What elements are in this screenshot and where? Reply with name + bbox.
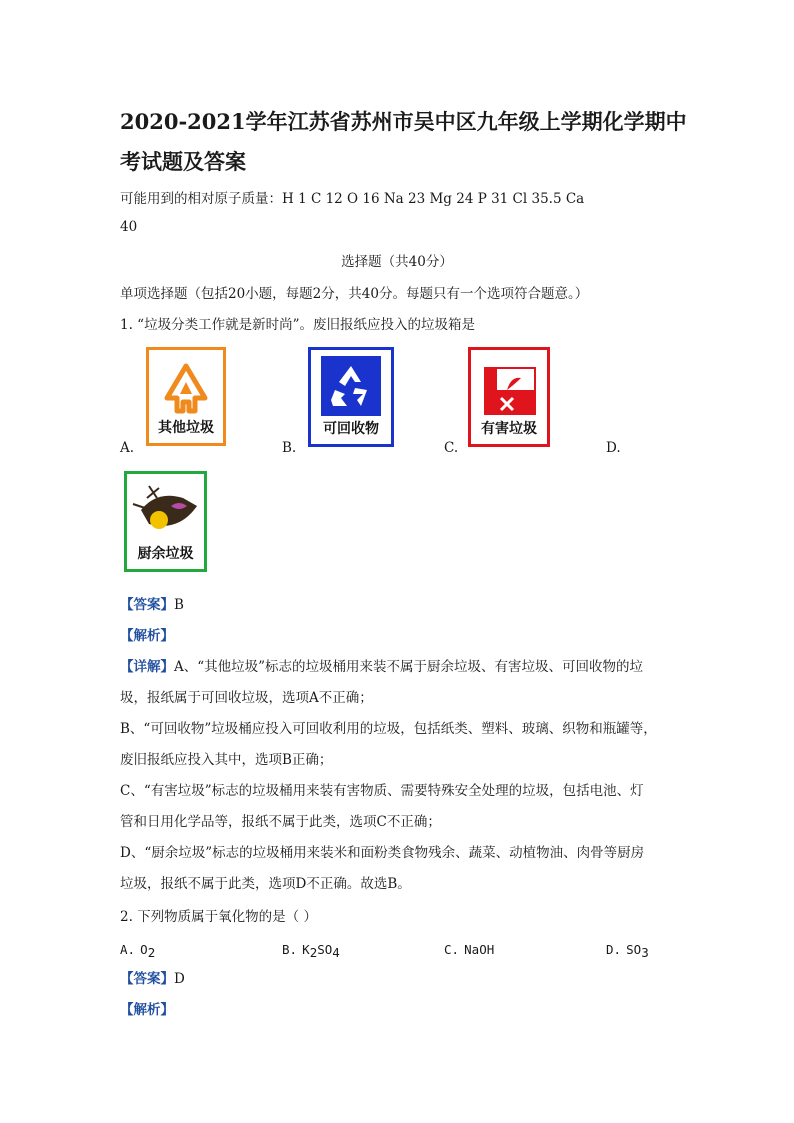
q1-analysis-label: 【解析】 xyxy=(120,628,174,644)
q1-detail-line-4: 废旧报纸应投入其中，选项B正确； xyxy=(120,752,333,768)
atomic-mass-line-2: 40 xyxy=(120,219,138,235)
bin-other-waste xyxy=(146,347,226,446)
q1-detail-line-3: B、“可回收物”垃圾桶应投入可回收利用的垃圾，包括纸类、塑料、玻璃、织物和瓶罐等， xyxy=(120,721,657,737)
q2-analysis-label: 【解析】 xyxy=(120,1002,174,1018)
q2-stem: 2. 下列物质属于氧化物的是（ ） xyxy=(120,909,317,925)
bin-caption-c: 有害垃圾 xyxy=(481,421,537,437)
q1-detail-line-5: C、“有害垃圾”标志的垃圾桶用来装有害物质、需要特殊安全处理的垃圾，包括电池、灯 xyxy=(120,783,644,799)
atomic-mass-line-1: 可能用到的相对原子质量：H 1 C 12 O 16 Na 23 Mg 24 P 31 Cl 35.5 Ca xyxy=(120,191,585,207)
bin-kitchen-waste xyxy=(124,471,207,572)
q2-answer-label: 【答案】 xyxy=(120,971,174,987)
q1-detail-line-6: 管和日用化学品等，报纸不属于此类，选项C不正确； xyxy=(120,814,441,830)
section-description: 单项选择题（包括20小题，每题2分，共40分。每题只有一个选项符合题意。） xyxy=(120,286,589,302)
bin-caption-b: 可回收物 xyxy=(323,421,379,437)
q1-option-c-letter: C. xyxy=(444,440,459,456)
q1-detail-line-8: 垃圾，报纸不属于此类，选项D不正确。故选B。 xyxy=(120,876,411,892)
bin-caption-a: 其他垃圾 xyxy=(158,420,214,436)
q1-detail-line-2: 圾，报纸属于可回收垃圾，选项A不正确； xyxy=(120,690,373,706)
q2-option-b: B. $K_2SO_4$ xyxy=(282,942,340,960)
kitchen-waste-icon xyxy=(127,476,204,546)
other-waste-icon xyxy=(149,356,223,421)
bin-caption-d: 厨余垃圾 xyxy=(137,546,194,562)
hazardous-icon xyxy=(471,354,547,422)
q1-option-d-letter: D. xyxy=(606,440,621,456)
q2-answer xyxy=(120,967,185,987)
bin-recyclable xyxy=(308,347,394,447)
q1-detail-line-1: 【详解】A、“其他垃圾”标志的垃圾桶用来装不属于厨余垃圾、有害垃圾、可回收物的垃 xyxy=(120,659,644,675)
section-title: 选择题（共40分） xyxy=(341,254,453,270)
q2-option-c: C. NaOH xyxy=(444,942,495,957)
q1-option-b-letter: B. xyxy=(282,440,297,456)
q1-answer-value: B xyxy=(174,597,184,613)
q2-option-a: A. $O_2$ xyxy=(120,942,156,960)
q2-answer-value: D xyxy=(174,971,185,987)
q1-detail-line-7: D、“厨余垃圾”标志的垃圾桶用来装米和面粉类食物残余、蔬菜、动植物油、肉骨等厨房 xyxy=(120,845,645,861)
q2-option-d: D. $SO_3$ xyxy=(606,942,649,960)
q1-detail-label: 【详解】 xyxy=(120,659,174,675)
recycle-icon xyxy=(311,354,391,420)
doc-title-line-1: 2020-2021学年江苏省苏州市吴中区九年级上学期化学期中 xyxy=(120,109,687,134)
q1-stem: 1. “垃圾分类工作就是新时尚”。废旧报纸应投入的垃圾箱是 xyxy=(120,317,475,333)
q1-option-a-letter: A. xyxy=(120,440,135,456)
q1-answer-label: 【答案】 xyxy=(120,597,174,613)
bin-hazardous xyxy=(468,347,550,447)
q1-answer xyxy=(120,593,184,613)
doc-title-line-2: 考试题及答案 xyxy=(120,149,246,174)
